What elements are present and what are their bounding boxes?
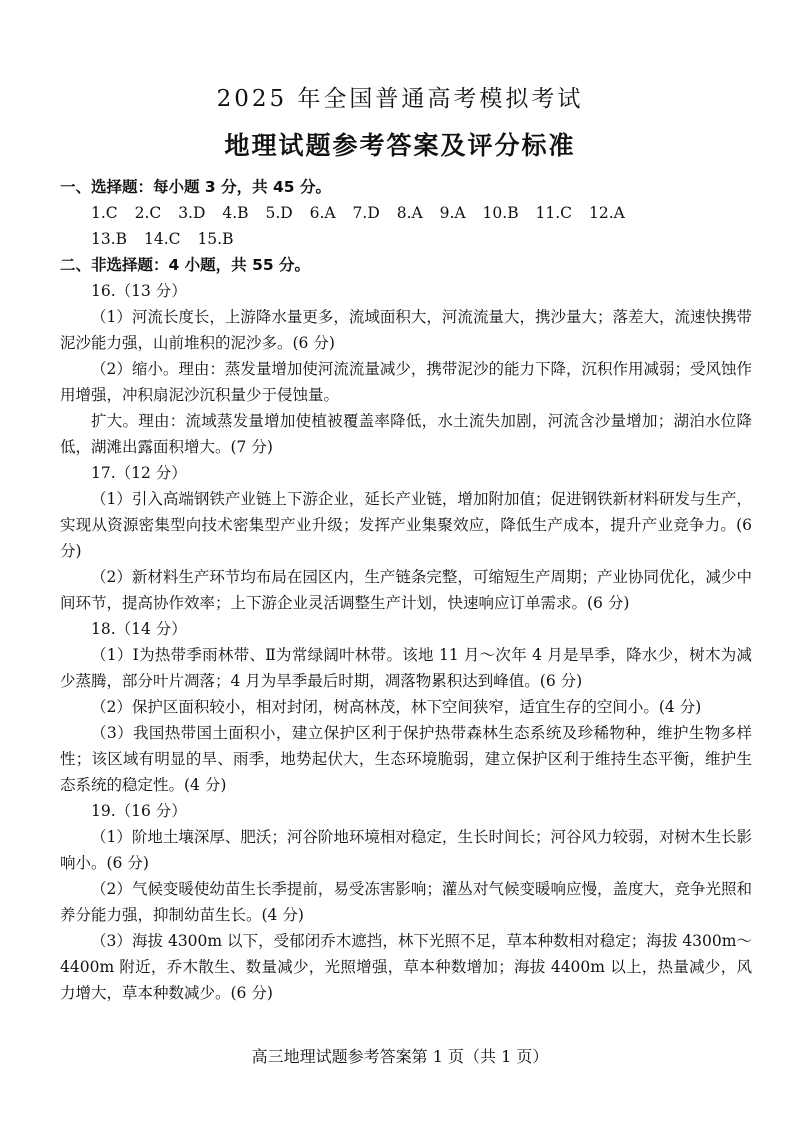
- q18-part1: （1）Ⅰ为热带季雨林带、Ⅱ为常绿阔叶林带。该地 11 月～次年 4 月是旱季，降水少，树木为减少蒸腾，部分叶片凋落；4 月为旱季最后时期，凋落物累积达到峰值。(6 分): [60, 646, 752, 690]
- q16-part2-alt: 扩大。理由：流域蒸发量增加使植被覆盖率降低，水土流失加剧，河流含沙量增加；湖泊水位降低，湖滩出露面积增大。(7 分): [60, 412, 752, 456]
- q19-label: 19.（16 分）: [91, 802, 187, 820]
- mc-answer: 7.D: [352, 204, 380, 222]
- page-footer: 高三地理试题参考答案第 1 页（共 1 页）: [251, 1047, 549, 1066]
- mc-answer: 3.D: [178, 204, 206, 222]
- q18-part2: （2）保护区面积较小，相对封闭，树高林茂，林下空间狭窄，适宜生存的空间小。(4 分): [91, 698, 702, 716]
- q19-part2: （2）气候变暖使幼苗生长季提前，易受冻害影响；灌丛对气候变暖响应慢，盖度大，竞争光照和养分能力强，抑制幼苗生长。(4 分): [60, 880, 752, 924]
- q19-part1: （1）阶地土壤深厚、肥沃；河谷阶地环境相对稳定，生长时间长；河谷风力较弱，对树木生长影响小。(6 分): [60, 828, 752, 872]
- mc-answer: 4.B: [222, 204, 249, 222]
- exam-title: 2025 年全国普通高考模拟考试: [216, 86, 584, 112]
- q17-label: 17.（12 分）: [91, 464, 187, 482]
- q16-part2: （2）缩小。理由：蒸发量增加使河流流量减少，携带泥沙的能力下降，沉积作用减弱；受风蚀作用增强，冲积扇泥沙沉积量少于侵蚀量。: [60, 360, 752, 404]
- mc-answer: 2.C: [134, 204, 162, 222]
- mc-answer: 6.A: [309, 204, 336, 222]
- mc-answer: 1.C: [91, 204, 118, 222]
- mc-answer: 9.A: [439, 204, 466, 222]
- document-title: 地理试题参考答案及评分标准: [224, 131, 576, 160]
- mc-answer: 11.C: [535, 204, 573, 222]
- mc-answer: 13.B: [91, 230, 128, 248]
- answer-body: [60, 174, 752, 1006]
- mc-answers-line1: [60, 200, 752, 226]
- section2-heading: 二、非选择题：4 小题，共 55 分。: [60, 256, 311, 274]
- q17-part1: （1）引入高端钢铁产业链上下游企业，延长产业链，增加附加值；促进钢铁新材料研发与生产，实现从资源密集型向技术密集型产业升级；发挥产业集聚效应，降低生产成本，提升产业竞争力。(6 分): [60, 490, 752, 560]
- mc-answer: 15.B: [197, 230, 234, 248]
- mc-answer: 10.B: [482, 204, 519, 222]
- q19-part3: （3）海拔 4300m 以下，受郁闭乔木遮挡，林下光照不足，草本种数相对稳定；海拔 4300m～4400m 附近，乔木散生、数量减少，光照增强，草本种数增加；海拔 4400m 以上，热量减少，风力增大，草本种数减少。(6 分): [60, 932, 752, 1002]
- q18-label: 18.（14 分）: [91, 620, 187, 638]
- q18-part3: （3）我国热带国土面积小，建立保护区利于保护热带森林生态系统及珍稀物种，维护生物多样性；该区域有明显的旱、雨季，地势起伏大，生态环境脆弱，建立保护区利于维持生态平衡，维护生态系统的稳定性。(4 分): [60, 724, 752, 794]
- section1-heading: 一、选择题：每小题 3 分，共 45 分。: [60, 178, 331, 196]
- mc-answer: 14.C: [143, 230, 181, 248]
- mc-answer: 5.D: [265, 204, 293, 222]
- mc-answer: 8.A: [396, 204, 423, 222]
- q16-label: 16.（13 分）: [91, 282, 187, 300]
- mc-answer: 12.A: [588, 204, 625, 222]
- q16-part1: （1）河流长度长，上游降水量更多，流域面积大，河流流量大，携沙量大；落差大，流速快携带泥沙能力强，山前堆积的泥沙多。(6 分): [60, 308, 752, 352]
- mc-answers-line2: [60, 226, 752, 252]
- q17-part2: （2）新材料生产环节均布局在园区内，生产链条完整，可缩短生产周期；产业协同优化，减少中间环节，提高协作效率；上下游企业灵活调整生产计划，快速响应订单需求。(6 分): [60, 568, 752, 612]
